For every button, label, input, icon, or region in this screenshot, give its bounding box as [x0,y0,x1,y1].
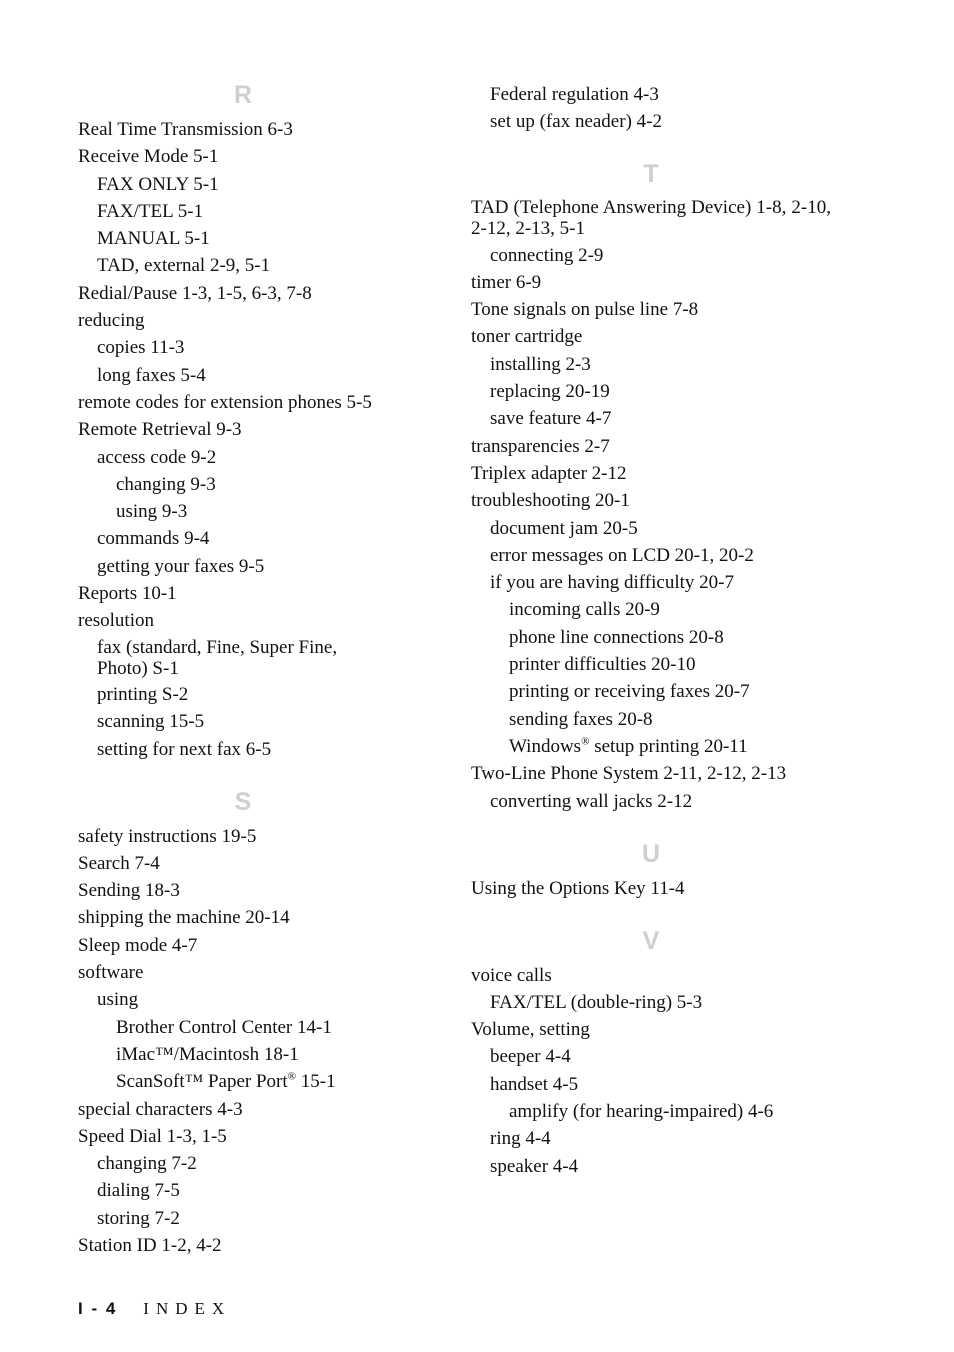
index-entry: Remote Retrieval 9-3 [78,419,242,441]
index-text: ScanSoft™ Paper Port [116,1071,288,1093]
index-entry: Station ID 1-2, 4-2 [78,1234,222,1256]
index-entry: voice calls [471,964,552,986]
registered-mark: ® [581,735,590,748]
index-subentry: TAD, external 2-9, 5-1 [97,255,271,277]
index-subentry: document jam 20-5 [490,517,638,539]
index-entry: Triplex adapter 2-12 [471,462,627,484]
index-entry: Search 7-4 [78,852,160,874]
index-subsubentry: sending faxes 20-8 [509,708,653,730]
index-entry: timer 6-9 [471,271,542,293]
index-entry: Two-Line Phone System 2-11, 2-12, 2-13 [471,763,787,785]
index-entry: Receive Mode 5-1 [78,146,219,168]
index-subentry: replacing 20-19 [490,381,610,403]
index-page-ref: 15-1 [300,1071,336,1093]
section-letter-s: S [234,787,252,816]
index-subentry: copies 11-3 [97,337,185,359]
index-subentry: getting your faxes 9-5 [97,555,265,577]
index-subentry: dialing 7-5 [97,1180,180,1202]
index-subentry: ring 4-4 [490,1128,551,1150]
index-subentry: installing 2-3 [490,353,591,375]
index-subentry: error messages on LCD 20-1, 20-2 [490,544,754,566]
index-entry: TAD (Telephone Answering Device) 1-8, 2-10, 2-12, 2-13, 5-1 [471,197,831,240]
page-number: I - 4 [78,1299,118,1318]
right-column [471,80,831,1182]
index-subentry: storing 7-2 [97,1207,180,1229]
index-subentry: access code 9-2 [97,446,217,468]
index-entry: troubleshooting 20-1 [471,490,630,512]
index-entry: Real Time Transmission 6-3 [78,119,293,140]
left-column [78,80,408,1261]
registered-mark: ® [287,1070,297,1083]
index-subentry: if you are having difficulty 20-7 [490,572,734,594]
index-subentry: scanning 15-5 [97,711,205,733]
index-subsubentry: printing or receiving faxes 20-7 [509,681,750,703]
index-subsubentry [471,735,831,758]
page-footer [78,1299,231,1319]
index-subentry: fax (standard, Fine, Super Fine, Photo) S-1 [97,636,338,679]
index-text: setup printing 20-11 [594,735,748,757]
index-subsubentry: incoming calls 20-9 [509,599,660,621]
index-entry: Redial/Pause 1-3, 1-5, 6-3, 7-8 [78,282,312,304]
index-entry: Reports 10-1 [78,583,177,605]
index-subsubentry: phone line connections 20-8 [509,626,724,648]
index-entry: transparencies 2-7 [471,435,610,457]
index-entry: Speed Dial 1-3, 1-5 [78,1125,227,1147]
index-subentry: printing S-2 [97,683,189,705]
index-subsubentry: changing 9-3 [116,473,216,495]
index-subentry: using [97,989,139,1011]
footer-section-label: INDEX [143,1299,232,1318]
index-entry: remote codes for extension phones 5-5 [78,391,372,413]
index-entry: resolution [78,610,154,632]
index-entry: special characters 4-3 [78,1098,243,1120]
index-entry: Sending 18-3 [78,880,180,902]
index-subsubentry: amplify (for hearing-impaired) 4-6 [509,1101,774,1123]
index-subentry: handset 4-5 [490,1073,579,1095]
index-subentry: FAX/TEL 5-1 [97,200,204,222]
index-subsubentry: using 9-3 [116,501,188,523]
section-letter-u: U [641,839,661,868]
index-subentry: beeper 4-4 [490,1046,571,1068]
index-subsubentry: printer difficulties 20-10 [509,654,696,676]
index-entry: Sleep mode 4-7 [78,934,198,956]
section-letter-t: T [643,160,659,189]
index-subentry: MANUAL 5-1 [97,228,210,250]
index-entry: Tone signals on pulse line 7-8 [471,299,699,321]
index-entry: Volume, setting [471,1019,590,1041]
index-entry: software [78,962,144,984]
index-subsubentry [78,1070,408,1093]
index-subsubentry: Brother Control Center 14-1 [116,1016,332,1038]
index-text: Windows [509,735,582,757]
index-subentry: Federal regulation 4-3 [490,84,659,105]
index-entry: toner cartridge [471,326,583,348]
section-letter-r: R [233,81,253,109]
index-entry: safety instructions 19-5 [78,825,257,847]
index-subentry: commands 9-4 [97,528,210,550]
index-subentry: converting wall jacks 2-12 [490,790,693,812]
index-subentry: connecting 2-9 [490,244,604,266]
index-subentry: setting for next fax 6-5 [97,738,272,760]
index-entry: Using the Options Key 11-4 [471,877,685,899]
index-subentry: speaker 4-4 [490,1155,579,1177]
index-subentry: changing 7-2 [97,1153,197,1175]
index-subsubentry: iMac™/Macintosh 18-1 [116,1043,299,1065]
index-subentry: set up (fax neader) 4-2 [490,111,662,133]
index-subentry: save feature 4-7 [490,408,612,430]
index-entry: shipping the machine 20-14 [78,907,290,929]
index-subentry: FAX/TEL (double-ring) 5-3 [490,991,703,1013]
index-entry: reducing [78,310,145,332]
index-subentry: FAX ONLY 5-1 [97,173,219,195]
index-subentry: long faxes 5-4 [97,364,206,386]
section-letter-v: V [642,926,660,955]
